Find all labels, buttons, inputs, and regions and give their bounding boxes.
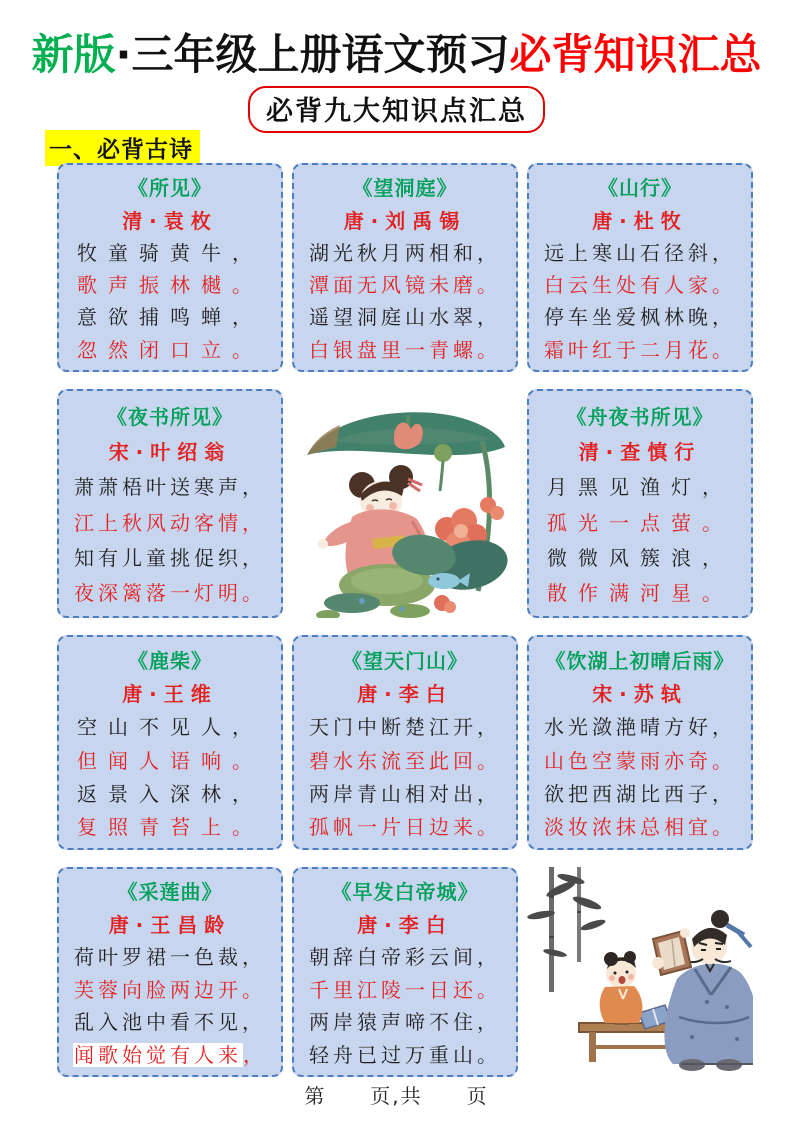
poem-line: 知有儿童挑促织， — [74, 545, 266, 570]
poem-line: 但闻人语响。 — [77, 748, 263, 773]
poem-line: 孤光一点萤。 — [547, 510, 733, 535]
poem-line: 千里江陵一日还。 — [309, 977, 501, 1002]
subtitle-row — [0, 86, 793, 133]
poem-author: 清·查慎行 — [578, 440, 702, 465]
highlight-box: 闻歌始觉有人来 — [74, 1042, 242, 1067]
lotus-girl-icon — [292, 389, 518, 618]
poem-line: 停车坐爱枫林晚， — [544, 305, 736, 330]
poem-card-yeshusuojian — [57, 389, 283, 618]
teacher-child-illustration — [527, 867, 753, 1077]
poem-card-zaofabaidicheng — [292, 867, 518, 1077]
lotus-girl-illustration — [292, 389, 518, 618]
poem-card-suojian — [57, 163, 283, 372]
poem-title: 《夜书所见》 — [107, 405, 233, 430]
poem-line: 朝辞白帝彩云间， — [309, 945, 501, 970]
subtitle-badge: 必背九大知识点汇总 — [248, 86, 545, 133]
title-part-grade: ·三年级上册语文预习 — [115, 30, 510, 79]
poem-line: 欲把西湖比西子， — [544, 781, 736, 806]
poem-line: 意欲捕鸣蝉， — [77, 305, 263, 330]
page-footer: 第 页,共 页 — [304, 1084, 489, 1108]
teacher-child-icon — [527, 867, 753, 1077]
poem-line: 月黑见渔灯， — [547, 475, 733, 500]
poem-author: 唐·李白 — [357, 912, 453, 937]
poem-line: 两岸猿声啼不住， — [309, 1010, 501, 1035]
poem-title: 《山行》 — [598, 176, 682, 201]
poem-title: 《望洞庭》 — [352, 176, 458, 201]
poem-author: 宋·苏轼 — [592, 682, 688, 707]
poem-line: 远上寒山石径斜， — [544, 240, 736, 265]
poem-line: 霜叶红于二月花。 — [544, 337, 736, 362]
title-part-must-memorize: 必背知识汇总 — [509, 30, 762, 79]
poem-card-cailianqu — [57, 867, 283, 1077]
poem-line: 散作满河星。 — [547, 580, 733, 605]
poem-author: 唐·杜牧 — [592, 208, 688, 233]
poem-card-yinhushang — [527, 635, 753, 850]
poem-line: 两岸青山相对出， — [309, 781, 501, 806]
poem-line: 返景入深林， — [77, 781, 263, 806]
poem-title: 《鹿柴》 — [128, 649, 212, 674]
poem-card-wangtianmenshan — [292, 635, 518, 850]
poem-author: 唐·王维 — [122, 682, 218, 707]
poem-line: 孤帆一片日边来。 — [309, 814, 501, 839]
page-title — [0, 22, 793, 82]
poem-title: 《饮湖上初晴后雨》 — [545, 649, 735, 674]
poem-line: 荷叶罗裙一色裁， — [74, 945, 266, 970]
poem-line: 天门中断楚江开， — [309, 715, 501, 740]
poem-card-shanxing — [527, 163, 753, 372]
poem-author: 宋·叶绍翁 — [108, 440, 232, 465]
poem-line: 轻舟已过万重山。 — [309, 1042, 501, 1067]
poem-line: 忽然闭口立。 — [77, 337, 263, 362]
poem-line: 白云生处有人家。 — [544, 273, 736, 298]
poem-line: 湖光秋月两相和， — [309, 240, 501, 265]
poem-author: 清·袁枚 — [122, 208, 218, 233]
poem-line: 牧童骑黄牛， — [77, 240, 263, 265]
poem-line: 白银盘里一青螺。 — [309, 337, 501, 362]
poem-title: 《舟夜书所见》 — [566, 405, 714, 430]
poem-title: 《所见》 — [128, 176, 212, 201]
poem-title: 《采莲曲》 — [117, 880, 223, 905]
poem-line: 潭面无风镜未磨。 — [309, 273, 501, 298]
poem-line: 碧水东流至此回。 — [309, 748, 501, 773]
poem-grid — [57, 163, 753, 1077]
poem-title: 《望天门山》 — [342, 649, 468, 674]
title-part-new: 新版 — [31, 30, 116, 79]
poem-line: 歌声振林樾。 — [77, 273, 263, 298]
section-header-ancient-poems: 一、必背古诗 — [45, 130, 200, 166]
poem-card-wangdongting — [292, 163, 518, 372]
poem-line: 乱入池中看不见， — [74, 1010, 266, 1035]
poem-line: 山色空蒙雨亦奇。 — [544, 748, 736, 773]
poem-line: 淡妆浓抹总相宜。 — [544, 814, 736, 839]
poem-title: 《早发白帝城》 — [331, 880, 479, 905]
poem-line: 水光潋滟晴方好， — [544, 715, 736, 740]
poem-author: 唐·刘禹锡 — [343, 208, 467, 233]
poem-line: 微微风簇浪， — [547, 545, 733, 570]
poem-card-luchai — [57, 635, 283, 850]
poem-author: 唐·李白 — [357, 682, 453, 707]
poem-line: 夜深篱落一灯明。 — [74, 580, 266, 605]
poem-line: 芙蓉向脸两边开。 — [74, 977, 266, 1002]
poem-author: 唐·王昌龄 — [108, 912, 232, 937]
poem-line: 遥望洞庭山水翠， — [309, 305, 501, 330]
poem-card-zhouyeshusuojian — [527, 389, 753, 618]
highlight-tail: ， — [243, 1042, 267, 1067]
poem-line-highlighted — [61, 1039, 279, 1068]
poem-line: 江上秋风动客情， — [74, 510, 266, 535]
poem-line: 空山不见人， — [77, 715, 263, 740]
poem-line: 萧萧梧叶送寒声， — [74, 475, 266, 500]
poem-line: 复照青苔上。 — [77, 814, 263, 839]
